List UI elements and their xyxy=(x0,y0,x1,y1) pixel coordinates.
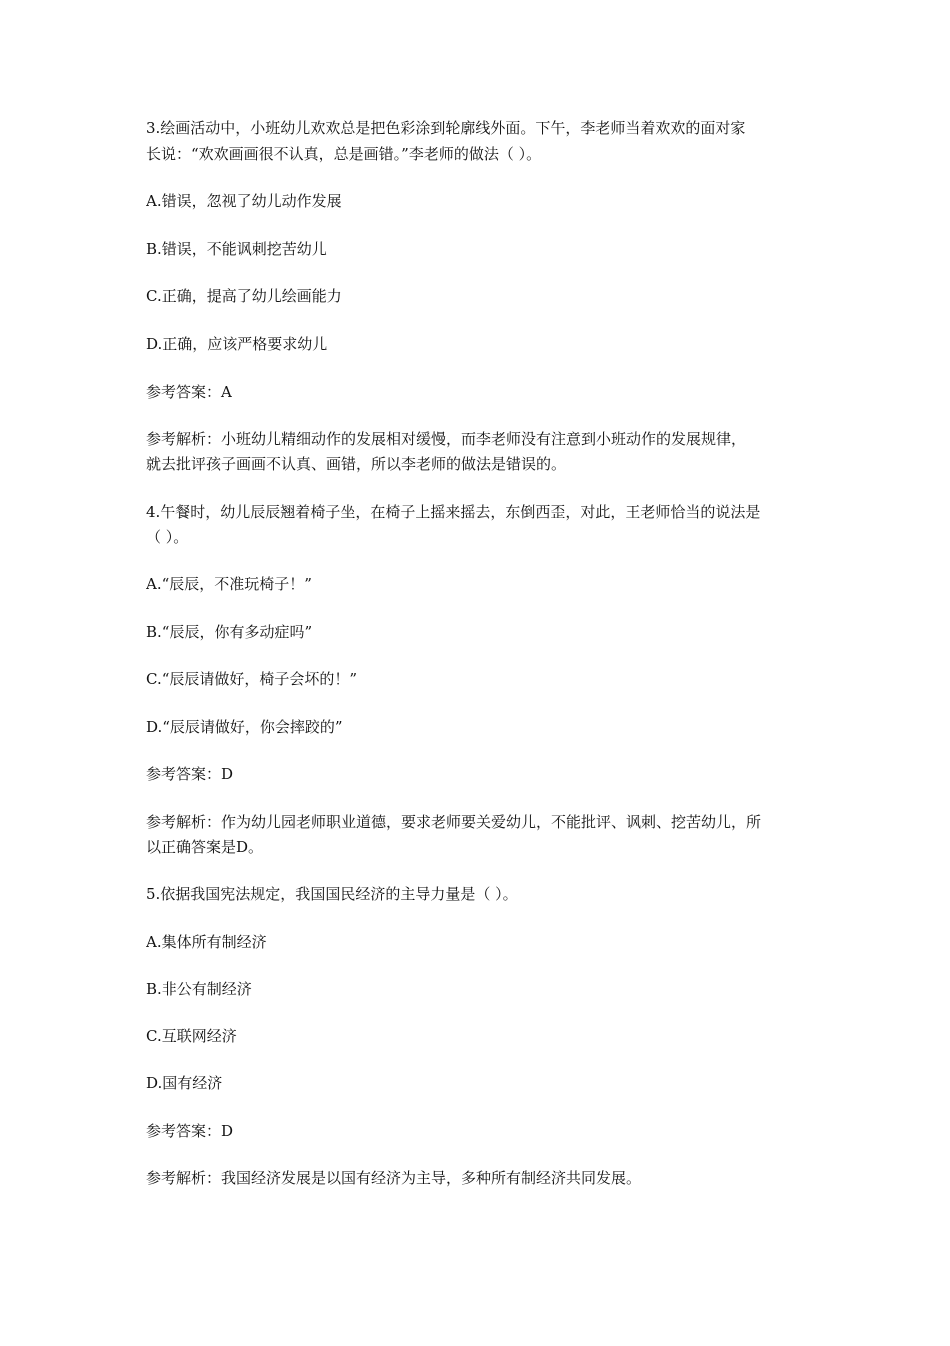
question-3-analysis-line-2: 就去批评孩子画画不认真、画错，所以李老师的做法是错误的。 xyxy=(146,455,567,473)
question-4-option-c: C.“辰辰请做好，椅子会坏的！” xyxy=(146,670,358,688)
question-3-analysis-line-1: 参考解析：小班幼儿精细动作的发展相对缓慢，而李老师没有注意到小班动作的发展规律， xyxy=(146,430,747,448)
question-3-option-d: D.正确，应该严格要求幼儿 xyxy=(146,335,328,353)
question-3-option-b: B.错误，不能讽刺挖苦幼儿 xyxy=(146,240,327,258)
question-3-answer: 参考答案：A xyxy=(146,383,232,401)
question-5-analysis-line-1: 参考解析：我国经济发展是以国有经济为主导，多种所有制经济共同发展。 xyxy=(146,1169,642,1187)
question-5-option-c: C.互联网经济 xyxy=(146,1027,237,1045)
question-5-option-a: A.集体所有制经济 xyxy=(146,933,267,951)
question-3-option-a: A.错误，忽视了幼儿动作发展 xyxy=(146,192,342,210)
question-3-option-c: C.正确，提高了幼儿绘画能力 xyxy=(146,287,342,305)
question-4-stem-line-2: （ ）。 xyxy=(146,528,189,546)
question-4-analysis-line-2: 以正确答案是D。 xyxy=(146,838,264,856)
question-4-option-b: B.“辰辰，你有多动症吗” xyxy=(146,623,313,641)
question-4-option-a: A.“辰辰，不准玩椅子！” xyxy=(146,575,312,593)
question-5-answer: 参考答案：D xyxy=(146,1122,234,1140)
question-4-stem-line-1: 4.午餐时，幼儿辰辰翘着椅子坐，在椅子上摇来摇去，东倒西歪，对此，王老师恰当的说法是 xyxy=(146,503,761,521)
question-4-answer: 参考答案：D xyxy=(146,765,234,783)
question-5-option-d: D.国有经济 xyxy=(146,1074,223,1092)
question-4-analysis-line-1: 参考解析：作为幼儿园老师职业道德，要求老师要关爱幼儿，不能批评、讽刺、挖苦幼儿，所 xyxy=(146,813,762,831)
question-5-option-b: B.非公有制经济 xyxy=(146,980,252,998)
question-5-stem-line-1: 5.依据我国宪法规定，我国国民经济的主导力量是（ ）。 xyxy=(146,885,518,903)
question-3-stem-line-1: 3.绘画活动中，小班幼儿欢欢总是把色彩涂到轮廓线外面。下午，李老师当着欢欢的面对家 xyxy=(146,119,746,137)
question-4-option-d: D.“辰辰请做好，你会摔跤的” xyxy=(146,718,343,736)
question-3-stem-line-2: 长说：“欢欢画画很不认真，总是画错。”李老师的做法（ ）。 xyxy=(146,145,542,163)
